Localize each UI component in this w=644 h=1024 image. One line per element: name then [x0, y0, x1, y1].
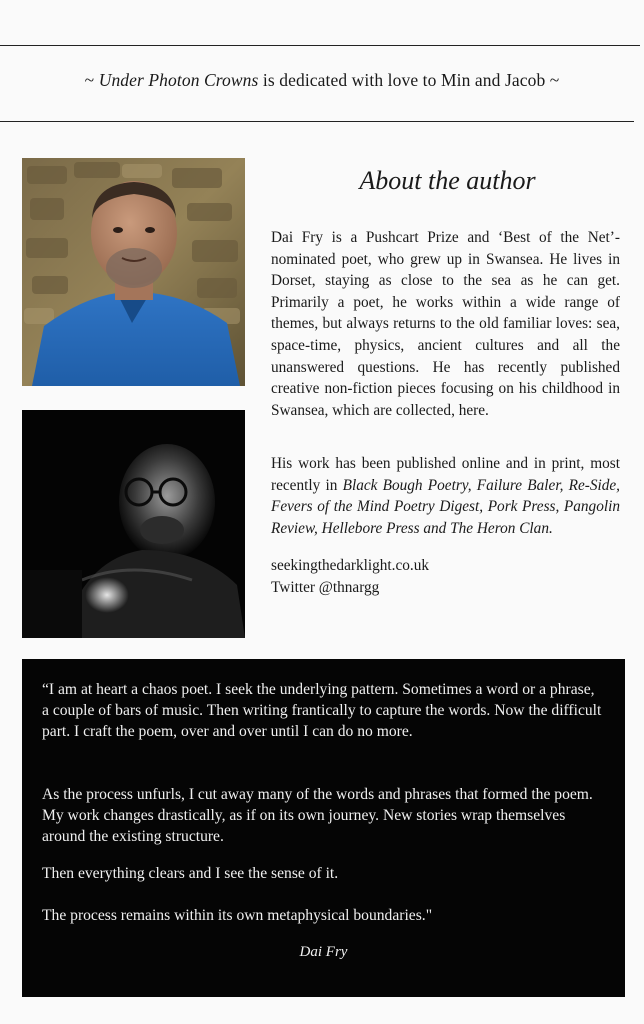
website-link[interactable]: seekingthedarklight.co.uk	[271, 557, 430, 574]
author-photo-dark-image	[22, 410, 245, 638]
about-author-heading: About the author	[359, 166, 536, 195]
quote-paragraph-3: Then everything clears and I see the sense of it.	[42, 865, 339, 882]
publications-paragraph	[271, 453, 620, 539]
publications-intro: His work has been published online and in print, most recently in	[271, 455, 620, 494]
quote-paragraph-4: The process remains within its own metaphysical boundaries."	[42, 907, 433, 924]
author-photo-daylight-image	[22, 158, 245, 386]
quote-paragraph-2: As the process unfurls, I cut away many of the words and phrases that formed the poem. My work changes drastically, as if on its own journey. New stories wrap themselves around the existing structure.	[42, 786, 593, 846]
quote-box	[22, 659, 625, 997]
dedication-prefix: ~	[84, 70, 99, 90]
dedication-text: is dedicated with love to Min and Jacob ~	[258, 70, 560, 90]
bio-paragraph: Dai Fry is a Pushcart Prize and ‘Best of the Net’-nominated poet, who grew up in Swansea. He lives in Dorset, staying as close to the sea as he can get. Primarily a poet, he works within a wide range of themes, but always returns to the old familiar loves: sea, space-time, physics, ancient cultures and all the unanswered questions. He has recently published creative non-fiction pieces focusing on his childhood in Swansea, which are collected, here.	[271, 229, 620, 419]
book-title: Under Photon Crowns	[98, 70, 259, 90]
author-photo-daylight	[22, 158, 245, 386]
publications-list: Black Bough Poetry, Failure Baler, Re-Side, Fevers of the Mind Poetry Digest, Pork Press, Pangolin Review, Hellebore Press and The Heron Clan.	[271, 476, 620, 537]
twitter-handle[interactable]: Twitter @thnargg	[271, 578, 380, 596]
author-photo-dark	[22, 410, 245, 638]
quote-signature: Dai Fry	[299, 944, 348, 960]
author-contact	[271, 555, 429, 598]
dedication	[0, 70, 644, 91]
top-rule	[0, 45, 640, 46]
dedication-bottom-rule	[0, 121, 634, 122]
quote-paragraph-1: “I am at heart a chaos poet. I seek the underlying pattern. Sometimes a word or a phrase, a couple of bars of music. Then writing frantically to capture the words. Now the difficult part. I craft the poem, over and over until I can do no more.	[42, 681, 602, 741]
